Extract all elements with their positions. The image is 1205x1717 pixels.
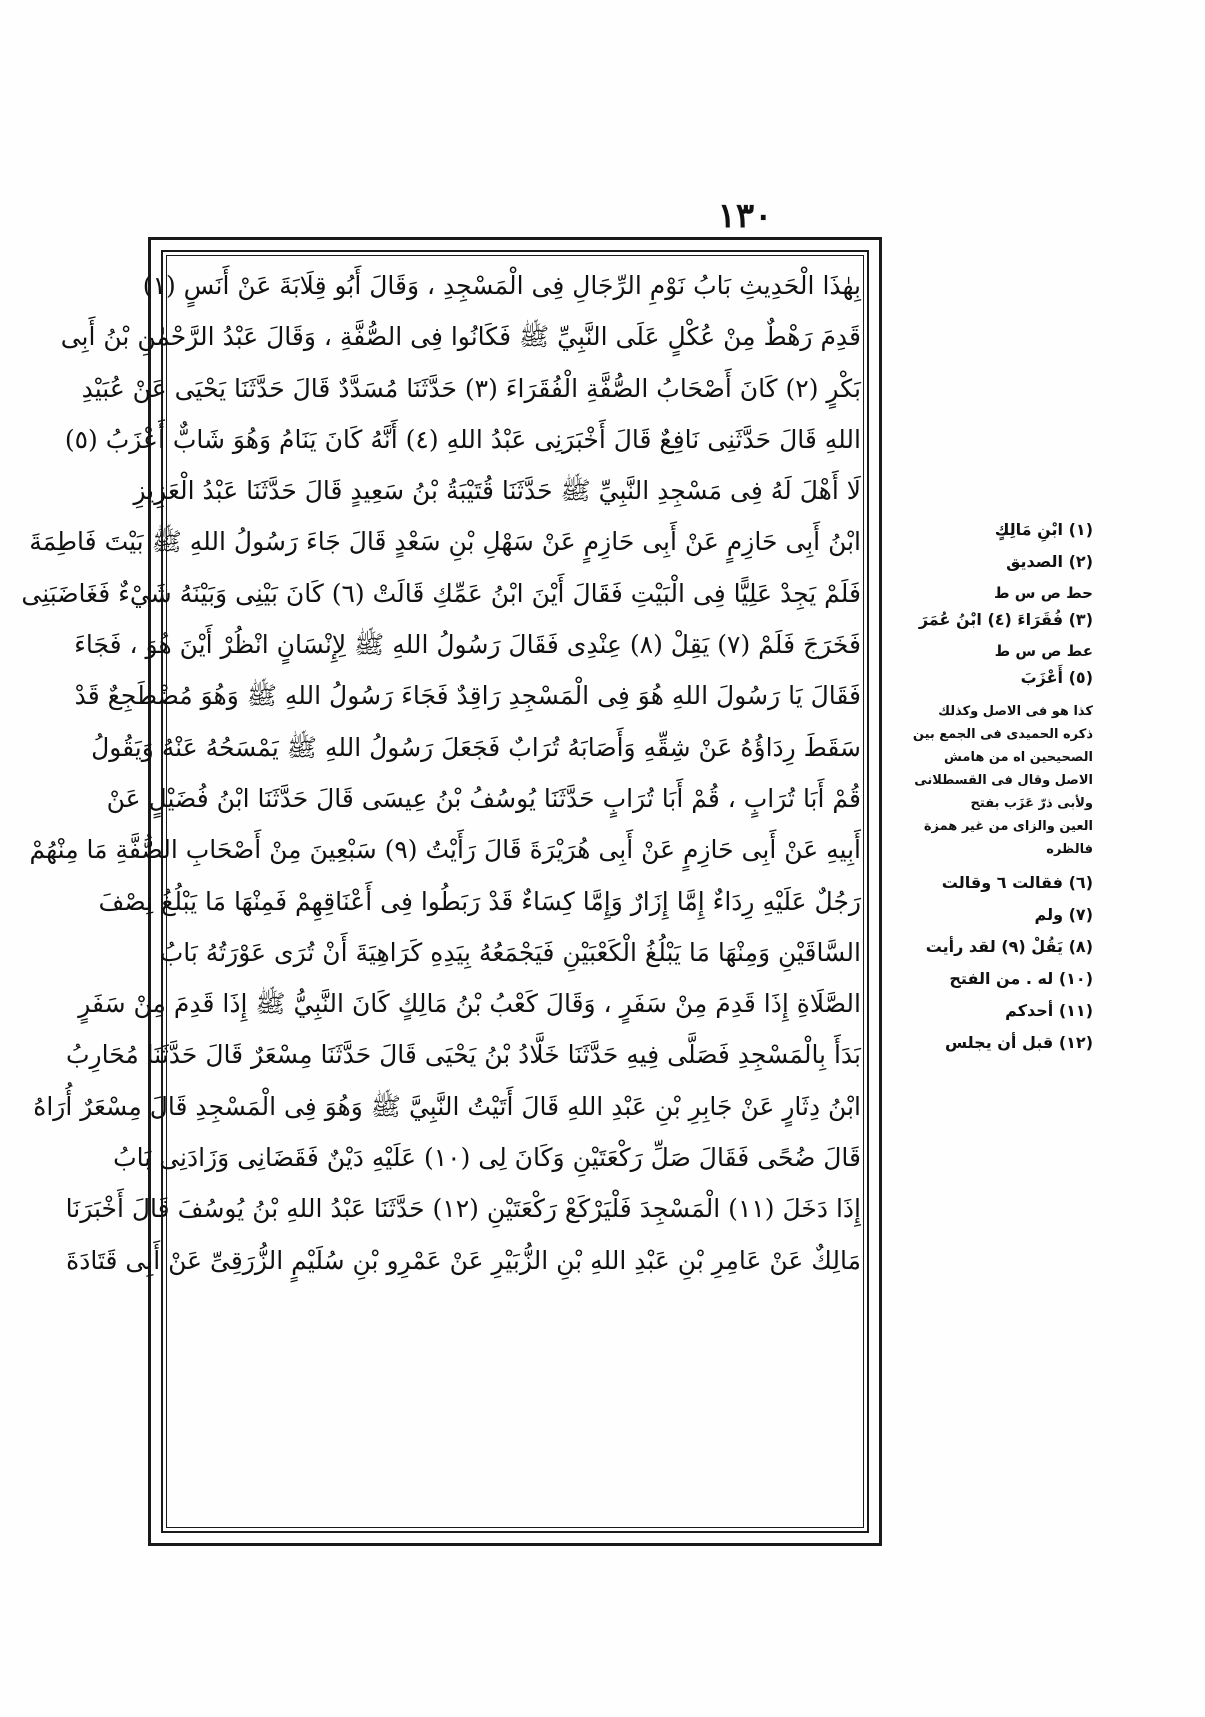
commentary-line: العين والزاى من غير همزة bbox=[923, 819, 1093, 834]
margin-note-3-4: (٣) فُقَرَاءَ (٤) ابْنُ عُمَرَ bbox=[918, 610, 1093, 629]
margin-notes bbox=[895, 520, 1093, 1065]
margin-note-sources-b: عط ص س ط bbox=[994, 642, 1093, 660]
text-line: ابْنُ دِثَارٍ عَنْ جَابِرِ بْنِ عَبْدِ اللهِ قَالَ أَتَيْتُ النَّبِيَّ ﷺ وَهُوَ فِى الْمَسْجِدِ قَالَ مِسْعَرٌ أُرَاهُ bbox=[33, 1091, 861, 1121]
text-line: بِهٰذَا الْحَدِيثِ بَابُ نَوْمِ الرِّجَالِ فِى الْمَسْجِدِ ، وَقَالَ أَبُو قِلَابَةَ عَنْ أَنَسٍ (١) bbox=[142, 271, 861, 300]
commentary-line: فالظره bbox=[1046, 842, 1093, 857]
text-line: لَا أَهْلَ لَهُ فِى مَسْجِدِ النَّبِيِّ ﷺ حَدَّثَنَا قُتَيْبَةُ بْنُ سَعِيدٍ قَالَ حَدَّثَنَا عَبْدُ الْعَزِيزِ bbox=[133, 476, 861, 506]
text-line: أَبِيهِ عَنْ أَبِى حَازِمٍ عَنْ أَبِى هُرَيْرَةَ قَالَ رَأَيْتُ (٩) سَبْعِينَ مِنْ أَصْحَابِ الصُّفَّةِ مَا مِنْهُمْ bbox=[29, 835, 861, 865]
text-line: اللهِ قَالَ حَدَّثَنِى نَافِعٌ قَالَ أَخْبَرَنِى عَبْدُ اللهِ (٤) أَنَّهُ كَانَ يَنَامُ وَهُوَ شَابٌّ أَعْزَبُ (٥) bbox=[64, 424, 861, 454]
text-line: إِذَا دَخَلَ (١١) الْمَسْجِدَ فَلْيَرْكَعْ رَكْعَتَيْنِ (١٢) حَدَّثَنَا عَبْدُ اللهِ بْنُ يُوسُفَ قَالَ أَخْبَرَنَا bbox=[65, 1194, 861, 1224]
text-line: فَقَالَ يَا رَسُولَ اللهِ هُوَ فِى الْمَسْجِدِ رَاقِدٌ فَجَاءَ رَسُولُ اللهِ ﷺ وَهُوَ مُضْطَجِعٌ قَدْ bbox=[74, 681, 861, 711]
margin-note-sources-a: حط ص س ط bbox=[994, 584, 1093, 602]
commentary-line: الاصل وقال فى القسطلانى bbox=[914, 773, 1093, 788]
margin-note-10: (١٠) له . من الفتح bbox=[949, 969, 1093, 988]
commentary-line: ولأبى ذرّ عَزَب بفتح bbox=[970, 796, 1093, 811]
margin-note-11: (١١) أحدكم bbox=[1005, 1001, 1093, 1020]
text-line: الصَّلَاةِ إِذَا قَدِمَ مِنْ سَفَرٍ ، وَقَالَ كَعْبُ بْنُ مَالِكٍ كَانَ النَّبِيُّ ﷺ إِذَا قَدِمَ مِنْ سَفَرٍ bbox=[78, 989, 861, 1019]
text-line: رَجُلٌ عَلَيْهِ رِدَاءٌ إِمَّا إِزَارٌ وَإِمَّا كِسَاءٌ قَدْ رَبَطُوا فِى أَعْنَاقِهِمْ فَمِنْهَا مَا يَبْلُغُ نِصْفَ bbox=[98, 886, 861, 916]
page-number: ١٣٠ bbox=[717, 196, 773, 236]
text-line: فَخَرَجَ فَلَمْ (٧) يَقِلْ (٨) عِنْدِى فَقَالَ رَسُولُ اللهِ ﷺ لِإِنْسَانٍ انْظُرْ أَيْنَ هُوَ ، فَجَاءَ bbox=[74, 630, 861, 660]
text-line: قَدِمَ رَهْطٌ مِنْ عُكْلٍ عَلَى النَّبِيِّ ﷺ فَكَانُوا فِى الصُّفَّةِ ، وَقَالَ عَبْدُ الرَّحْمٰنِ بْنُ أَبِى bbox=[60, 322, 861, 352]
commentary-line: كذا هو فى الاصل وكذلك bbox=[938, 704, 1093, 719]
text-line: قَالَ ضُحًى فَقَالَ صَلِّ رَكْعَتَيْنِ وَكَانَ لِى (١٠) عَلَيْهِ دَيْنٌ فَقَضَانِى وَزَادَنِى بَابُ bbox=[113, 1143, 861, 1173]
commentary-line: ذكره الحميدى فى الجمع بين bbox=[912, 727, 1093, 742]
text-line: فَلَمْ يَجِدْ عَلِيًّا فِى الْبَيْتِ فَقَالَ أَيْنَ ابْنُ عَمِّكِ قَالَتْ (٦) كَانَ بَيْنِى وَبَيْنَهُ شَيْءٌ فَغَاضَبَنِى bbox=[21, 578, 861, 608]
text-line: بَدَأَ بِالْمَسْجِدِ فَصَلَّى فِيهِ حَدَّثَنَا خَلَّادُ بْنُ يَحْيَى قَالَ حَدَّثَنَا مِسْعَرٌ قَالَ حَدَّثَنَا مُحَارِبُ bbox=[65, 1040, 861, 1070]
margin-note-2: (٢) الصديق bbox=[1006, 552, 1093, 571]
margin-note-12: (١٢) قبل أن يجلس bbox=[945, 1033, 1093, 1052]
margin-note-8-9: (٨) يَقُلْ (٩) لقد رأيت bbox=[925, 937, 1093, 956]
margin-note-7: (٧) ولم bbox=[1034, 905, 1093, 924]
text-line: بَكْرٍ (٢) كَانَ أَصْحَابُ الصُّفَّةِ الْفُقَرَاءَ (٣) حَدَّثَنَا مُسَدَّدٌ قَالَ حَدَّثَنَا يَحْيَى عَنْ عُبَيْدِ bbox=[81, 373, 861, 403]
commentary-line: الصحيحين اه من هامش bbox=[944, 750, 1093, 765]
text-line: ابْنُ أَبِى حَازِمٍ عَنْ أَبِى حَازِمٍ عَنْ سَهْلِ بْنِ سَعْدٍ قَالَ جَاءَ رَسُولُ اللهِ ﷺ بَيْتَ فَاطِمَةَ bbox=[29, 527, 861, 557]
main-text-block bbox=[21, 260, 861, 1523]
text-line: السَّاقَيْنِ وَمِنْهَا مَا يَبْلُغُ الْكَعْبَيْنِ فَيَجْمَعُهُ بِيَدِهِ كَرَاهِيَةَ أَنْ تُرَى عَوْرَتُهُ بَابُ bbox=[159, 937, 861, 967]
text-line: قُمْ أَبَا تُرَابٍ ، قُمْ أَبَا تُرَابٍ حَدَّثَنَا يُوسُفُ بْنُ عِيسَى قَالَ حَدَّثَنَا ابْنُ فُضَيْلٍ عَنْ bbox=[106, 783, 861, 813]
margin-note-6: (٦) فقالت ٦ وقالت bbox=[941, 873, 1093, 892]
text-line: مَالِكٌ عَنْ عَامِرِ بْنِ عَبْدِ اللهِ بْنِ الزُّبَيْرِ عَنْ عَمْرِو بْنِ سُلَيْمٍ الزُّرَقِىِّ عَنْ أَبِى قَتَادَةَ bbox=[66, 1245, 861, 1275]
margin-note-5: (٥) أَعْزَبَ bbox=[1020, 668, 1093, 687]
margin-note-1: (١) ابْنِ مَالِكٍ bbox=[994, 520, 1093, 539]
text-line: سَقَطَ رِدَاؤُهُ عَنْ شِقِّهِ وَأَصَابَهُ تُرَابٌ فَجَعَلَ رَسُولُ اللهِ ﷺ يَمْسَحُهُ عَنْهُ وَيَقُولُ bbox=[91, 732, 861, 762]
margin-note-5-commentary bbox=[895, 700, 1093, 861]
text-frame bbox=[21, 237, 882, 1546]
